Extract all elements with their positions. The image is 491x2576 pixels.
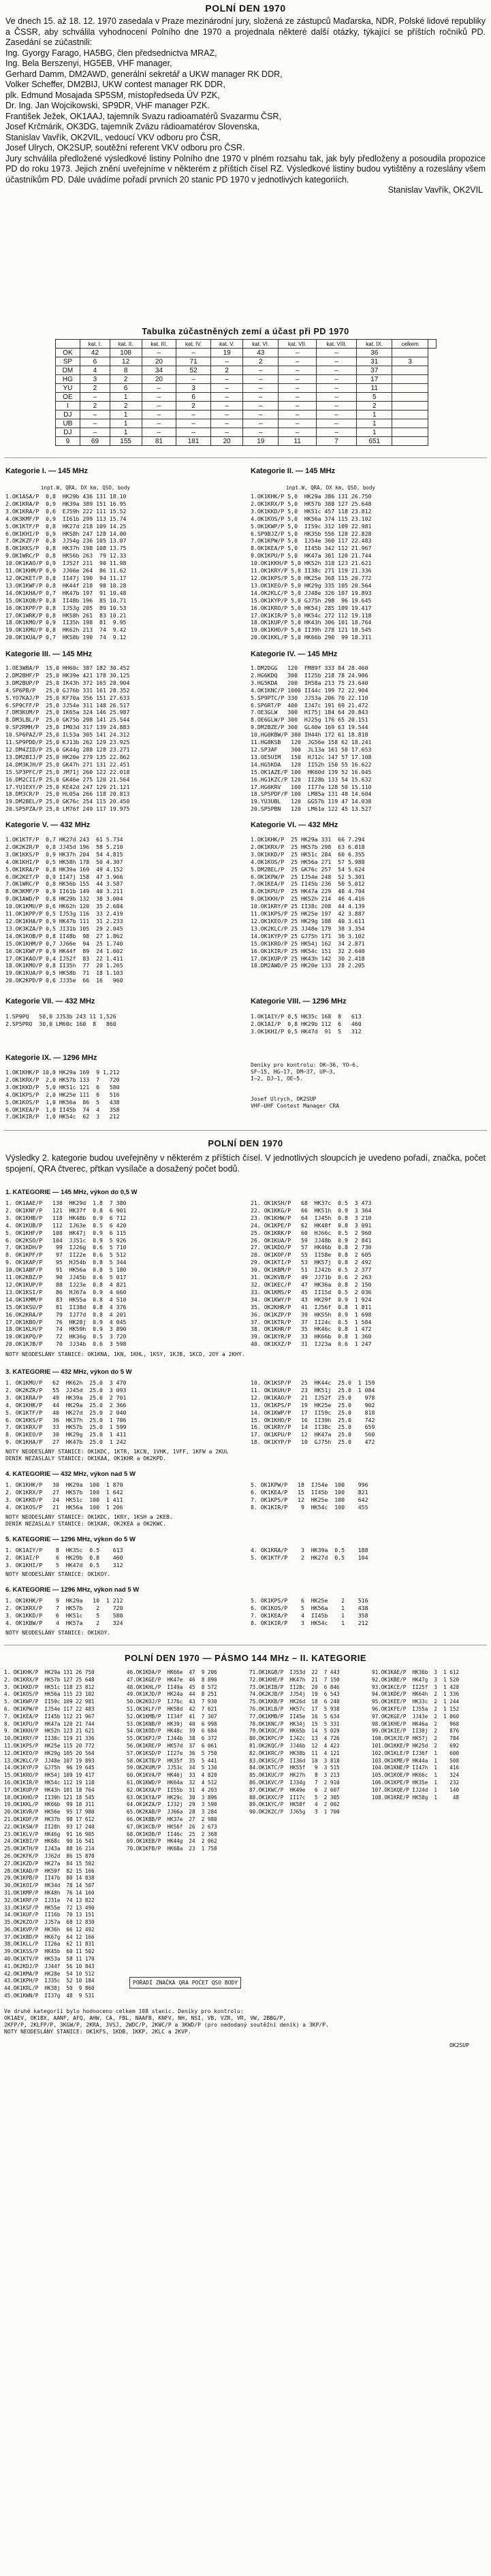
- table-cell: –: [211, 375, 243, 384]
- table-cell: –: [316, 410, 356, 419]
- table-column-header: [428, 340, 436, 349]
- table-cell: –: [211, 410, 243, 419]
- category-6-label: Kategorie VI. — 432 MHz: [251, 821, 338, 829]
- table-cell: 81: [142, 437, 176, 446]
- signature: Stanislav Vavřík, OK2VIL: [387, 185, 483, 195]
- table-cell: 20: [211, 437, 243, 446]
- table-cell: –: [243, 393, 279, 402]
- k6-note: NOTY NEODESLÁNY STANICE: OK1KOY.: [5, 1630, 111, 1636]
- table-cell: –: [316, 384, 356, 393]
- table-column-header: kat. III.: [142, 340, 176, 349]
- participants-list: [0, 48, 491, 154]
- category-8-results: 1.OK1AIY/P 0,5 HK35c 168 8 613 2.OK1AI/P 0,8 HK29b 112 6 460 3.OK1KHI/P 0,5 HK47d 91 5 312: [251, 1013, 362, 1035]
- table-cell: 20: [142, 375, 176, 384]
- table-column-header: kat. VI.: [243, 340, 279, 349]
- table-cell: 19: [243, 437, 279, 446]
- table-cell: [392, 349, 428, 357]
- table-cell: –: [211, 428, 243, 437]
- table-cell: –: [243, 410, 279, 419]
- table-cell: 8: [110, 366, 142, 375]
- table-cell: –: [243, 428, 279, 437]
- category-4-results: 1.DM2DGG 120 FM89f 333 84 28.460 2.HG6KDQ 300 II25b 218 78 24.906 3.HG5KDA 200 IH58a 213 75 23.640 4.OK1KNC/P 1000 II44c 199 72 22.904 5.SP9PTC/P 330 JJ53a 206 70 22.110 6.SP6RT/P 400 IJ47c 191 69 21.472 7.OE3GLW 300 HI75j 184 64 20.843 8.OE6GLW/P 300 HJ25g 176 65 20.151 9.DM2BZE/P 300 GL40e 169 63 19.544 10.HG0KBW/P 300 IH44h 172 61 18.818 11.HG8KSB 120 JG56e 158 62 18.241 12.SP3AF 300 JL13a 161 58 17.653 13.OE5UIM 150 HJ12c 147 57 17.108 14.HG5KDA 120 II52h 150 55 16.622 15.OK1AZE/P 100 HK60d 139 52 16.045 16.HG1KZC/P 120 II28b 133 54 15.632 17.HG6KRV 100 II77e 128 50 15.110 18.SP5PDF/P 100 LM85a 131 48 14.604 19.YU3UBL 120 GG57b 119 47 14.038 20.SP5PBN 120 LM61e 122 45 13.527: [251, 664, 372, 813]
- k5-results-right: 4. OK1KRA/P 3 HK39a 0.5 188 5. OK1KTF/P 2 HK27d 0.5 104: [251, 1547, 368, 1561]
- table-cell: 43: [243, 349, 279, 357]
- table-cell: –: [142, 393, 176, 402]
- participant-line: Josef Krčmárik, OK3DG, tajemník Zväzu rádioamatérov Slovenska,: [5, 122, 260, 131]
- category-8-label: Kategorie VIII. — 1296 MHz: [251, 997, 347, 1005]
- table-cell: 2: [80, 402, 110, 410]
- table-cell: –: [80, 419, 110, 428]
- table-column-header: kat. VII.: [279, 340, 317, 349]
- table-cell: 9: [55, 437, 80, 446]
- k6-results-left: 1. OK1KHK/P 9 HK29a 10 1 212 2. OK1KRX/P 7 HK57b 2 720 3. OK1KKD/P 6 HK51c 5 580 4. OK1KBW/P 4 HK57a 2 324: [5, 1597, 123, 1626]
- table-cell: [392, 419, 428, 428]
- table-cell: –: [142, 402, 176, 410]
- table-cell: 1: [357, 410, 392, 419]
- k3-title: 3. KATEGORIE — 432 MHz, výkon do 5 W: [5, 1368, 132, 1376]
- table-row: [55, 384, 436, 393]
- table-cell: 1: [110, 428, 142, 437]
- k4-results-right: 5. OK1KPW/P 18 IJ54e 100 996 6. OK1KEA/P 15 II45b 100 821 7. OK1KPS/P 12 HK25e 100 642 8. OK1KIR/P 9 HK54c 100 455: [251, 1481, 368, 1511]
- table-row: [55, 428, 436, 437]
- table-cell: –: [80, 410, 110, 419]
- table-cell: 37: [357, 366, 392, 375]
- table-cell: –: [279, 410, 317, 419]
- table-cell: –: [316, 402, 356, 410]
- table-cell: –: [211, 357, 243, 366]
- part3-column-4: 91.OK1KAE/P HK36b 3 1 612 92.OK1KBE/P HK47g 3 1 520 93.OK1KCE/P II25f 3 1 428 94.OK1KDE/P HK64h 2 1 336 95.OK1KEE/P HK33c 2 1 244 96.OK1KFE/P IJ55a 2 1 152 97.OK2KGE/P JJ43e 2 1 060 98.OK1KHE/P HK46a 2 968 99.OK1KIE/P II38j 2 876 100.OK1KJE/P HK57j 2 784 101.OK1KKE/P HK25d 2 692 102.OK1KLE/P IJ36f 1 600 103.OK1KME/P HK44a 1 508 104.OK1KNE/P II47h 1 416 105.OK1KOE/P HK66c 1 324 106.OK1KPE/P HK35e 1 232 107.OK1KQE/P IJ24d 1 140 108.OK1KRE/P HK58g 1 48: [372, 1669, 460, 1801]
- category-1-label: Kategorie I. — 145 MHz: [5, 467, 89, 475]
- table-cell: 3: [80, 375, 110, 384]
- table-cell: 11: [279, 437, 317, 446]
- closing-paragraph: Jury schválila předložené výsledkové listiny Polního dne 1970 v plném rozsahu tak, jak byly předloženy a posoudila propozice PD do roku 1973. Jejich znění uveřejníme v některém z příštích čísel RZ. Výsledkové listiny budou vytištěny a rozeslány všem účastníkům PD. Dále uvádíme pořadí prvních 20 stanic PD 1970 v jednotlivých kategoriích.: [5, 153, 486, 184]
- table-cell: 2: [357, 402, 392, 410]
- k1-results-right: 21. OK1KSH/P 68 HK37c 0.5 3 473 22. OK1KKG/P 66 HK51h 0.9 3 364 23. OK1KHW/P 64 IJ45h 0.8 3 210 24. OK1KPE/P 62 HK48f 0.8 3 091 25. OK1KRK/P 60 HJ66c 0.5 2 960 26. OK1KUA/P 59 JJ48b 0.9 2 841 27. OK1KDO/P 57 HK46b 0.8 2 730 28. OK1KOF/P 55 II58e 0.8 2 605 29. OK1KTI/P 53 HK57j 0.8 2 492 30. OK1KBM/P 51 IJ42b 0.5 2 377 31. OK2KVB/P 49 JJ71b 0.6 2 263 32. OK1KEC/P 47 HK36a 0.8 2 150 33. OK1KMS/P 45 II15d 0.5 2 036 34. OK1KWY/P 43 HK29f 0.9 1 924 35. OK2KHR/P 41 IJ56f 0.8 1 811 36. OK1KZP/P 39 HK55h 0.9 1 698 37. OK1KTR/P 37 II24c 0.5 1 584 38. OK1KHR/P 35 HK46c 0.8 1 472 39. OK1KYR/P 33 HK66b 0.8 1 360 40. OK1KXZ/P 31 IJ23a 0.6 1 247: [251, 1200, 372, 1348]
- table-cell: –: [80, 393, 110, 402]
- table-cell: 3: [176, 384, 211, 393]
- table-cell: –: [279, 375, 317, 384]
- table-cell: 6: [110, 384, 142, 393]
- table-cell: 36: [357, 349, 392, 357]
- participation-title: Tabulka zúčastněných zemí a účast při PD 1970: [142, 327, 349, 336]
- participant-line: Josef Ulrych, OK2SUP, soutěžní referent VKV odboru pro ČSR.: [5, 143, 245, 152]
- table-cell: 6: [176, 393, 211, 402]
- k5-note: NOTY NEODESLÁNY STANICE: OK1KOY.: [5, 1571, 111, 1577]
- k4-results-left: 1. OK1KHK/P 30 HK29a 100 1 870 2. OK1KRX/P 27 HK57b 100 1 642 3. OK1KKD/P 24 HK51c 100 1 411 4. OK1KOS/P 21 HK56a 100 1 206: [5, 1481, 123, 1511]
- column-header: inpt.W, QRA, DX km, QSO, body: [286, 485, 375, 491]
- participant-line: Volker Scheffer, DM2BIJ, UKW contest manager RK DDR,: [5, 80, 225, 89]
- table-row: [55, 357, 436, 366]
- part2-title: POLNÍ DEN 1970: [208, 1138, 283, 1148]
- table-cell: [392, 384, 428, 393]
- participant-line: Gerhard Damm, DM2AWD, generální sekretář a UKW manager RK DDR,: [5, 69, 283, 79]
- category-5-label: Kategorie V. — 432 MHz: [5, 821, 91, 829]
- table-cell: –: [243, 384, 279, 393]
- table-cell: 108: [110, 349, 142, 357]
- table-cell: 69: [80, 437, 110, 446]
- table-cell: 5: [357, 393, 392, 402]
- category-9-label: Kategorie IX. — 1296 MHz: [5, 1054, 97, 1062]
- table-cell: –: [243, 366, 279, 375]
- table-cell: –: [279, 428, 317, 437]
- table-cell: –: [279, 357, 317, 366]
- category-3-label: Kategorie III. — 145 MHz: [5, 650, 93, 658]
- k3-note: NOTY NEODESLÁNY STANICE: OK1KDC, 1KTR, 1KCN, 1VHK, 1VFF, 1KFW a 2KUL DENÍK NEZASLALY STANICE: OK1KAA, OK1KHR a OK2KPD.: [5, 1449, 229, 1462]
- category-5-results: 1.OK1KTF/P 0,7 HK27d 243 61 5.734 2.OK2KZR/P 0,8 JJ45d 196 58 5.210 3.OK1KKS/P 0,9 HK37h 204 54 4.815 4.OK1KHI/P 0,5 HK58h 178 50 4.307 5.OK1KRA/P 0,8 HK39a 169 49 4.152 6.OK2KET/P 0,9 II47j 158 47 3.966 7.OK1WRC/P 0,8 HK56b 155 44 3.587 8.OK3KMF/P 0,9 II61b 149 40 3.211 9.OK1AWD/P 0,8 HK29b 132 38 3.004 10.OK1KMU/P 0,6 HK62h 120 35 2.684 11.OK1KPP/P 0,5 IJ53g 116 33 2.419 12.OK1KHA/P 0,9 HK47b 111 31 2.233 13.OK3KZA/P 0,5 JI31b 105 29 2.045 14.OK1KOB/P 0,8 II48b 98 27 1.862 15.OK1KHM/P 0,7 JJ66e 94 25 1.740 16.OK1KWF/P 0,9 HK44f 89 24 1.602 17.OK1KAO/P 0,4 IJ52f 83 22 1.411 18.OK1KMO/P 0,8 II35h 77 20 1.265 19.OK1KUA/P 0,5 HK58b 71 18 1.103 20.OK2KPD/P 0,6 JJ35e 66 16 960: [5, 836, 123, 984]
- table-cell: 42: [80, 349, 110, 357]
- participation-section: [0, 327, 491, 446]
- k6-title: 6. KATEGORIE — 1296 MHz, výkon nad 5 W: [5, 1586, 140, 1594]
- intro-paragraph: Ve dnech 15. až 18. 12. 1970 zasedala v Praze mezinárodní jury, složená ze zástupců Maďarska, NDR, Polské lidové republiky a ČSSR, aby schválila vyhodnocení Polního dne 1970 a projednala některé další otázky, týkající se příštích ročníků PD. Zasedání se zúčastnili:: [5, 16, 486, 47]
- table-cell: –: [243, 402, 279, 410]
- participant-line: plk. Edmund Mosajada SP5SM, místopředseda ÚV PZK,: [5, 90, 220, 100]
- table-cell: DM: [55, 366, 80, 375]
- participant-line: František Ježek, OK1AAJ, tajemník Svazu radioamatérů Svazarmu ČSR,: [5, 111, 282, 121]
- table-column-header: kat. V.: [211, 340, 243, 349]
- divider: [4, 1130, 487, 1131]
- table-cell: –: [316, 393, 356, 402]
- part3-column-1: 1. OK1KHK/P HK29a 131 26 750 2. OK1KRX/P HK57b 127 25 648 3. OK1KKD/P HK51c 118 23 812 4. OK1KOS/P HK56a 115 23 102 5. OK1KWP/P II59c 109 22 981 6. OK1KPW/P IJ54e 117 22 483 7. OK1KEA/P II45b 112 21 967 8. OK1KPU/P HK47a 120 21 744 9. OK1KKH/P HK52h 123 21 621 10.OK1KRY/P II38c 119 21 336 11.OK1KPS/P HK25e 115 20 772 12.OK1KEO/P HK29g 105 20 564 13.OK2KLC/P JJ48e 107 19 893 14.OK1KYP/P GJ75h 96 19 645 15.OK1KRO/P HK54j 109 19 417 16.OK1KIR/P HK54c 112 19 118 17.OK1KUP/P HK43h 101 18 764 18.OK1KHO/P II39h 121 18 545 19.OK1KKL/P HK66b 99 18 311 20.OK1KVR/P HK56e 95 17 980 21.OK1KDF/P HK37b 98 17 612 22.OK1KSW/P II28h 93 17 240 23.OK1KLV/P HK46g 91 16 905 24.OK1KBI/P HK68c 90 16 541 25.OK1KTH/P IJ43a 88 16 214 26.OK2KFK/P JJ62d 86 15 870 27.OK1KZD/P HK27a 84 15 502 28.OK1KAD/P HK59f 82 15 166 29.OK1KPB/P II47b 80 14 838 30.OK1KOI/P HK34d 78 14 507 31.OK1KMP/P HK48h 76 14 160 32.OK1KRF/P IJ31e 74 13 822 33.OK1KSF/P HK55e 72 13 490 34.OK1KUF/P II16b 70 13 151 35.OK2KZO/P JJ57a 68 12 830 36.OK1KVP/P HK36h 66 12 492 37.OK1KBD/P HK67g 64 12 166 38.OK1KLL/P II26a 62 11 831 39.OK1KSS/P HK45b 60 11 502 40.OK1KTV/P HK53a 58 11 170 41.OK2KDJ/P JJ44f 56 10 843 42.OK1KMA/P HK28e 54 10 512 43.OK1KPH/P IJ35c 52 10 184 44.OK1KRL/P HK38j 50 9 860 45.OK1KWN/P II37g 48 9 531: [4, 1669, 95, 1999]
- table-cell: [392, 410, 428, 419]
- table-cell: HG: [55, 375, 80, 384]
- table-cell: –: [316, 428, 356, 437]
- part3-footer: Ve druhé kategorii bylo hodnoceno celkem 108 stanic. Deníky pro kontrolu: OK1AEV, OK1BX, AANF, AFQ, AHW, CA, FBL, NAAFB, KNFV, NH, NSI, VB, VZR, VR, VW, 2BBG/P, 2KFP/P, 2KLFP/P, 3KGW/P, 2KRA, 3VSJ, 2WDC/P, 2KWC/P a 3KWD/P (pro nedodaný soutěžní deník) a 3KP/P. NOTY NEODESLÁNY STANICE: OK1KFS, 1KDB, 1KKP, 2KLC a 2KVP.: [4, 2008, 329, 2035]
- k1-results-left: 1. OK1AAE/P 138 HK29d 1.8 7 380 2. OK1KNF/P 121 HK37f 0.8 6 901 3. OK1KHB/P 118 HK48b 0.9 6 712 4. OK1KUB/P 112 IJ63e 0.5 6 420 5. OK1KHF/P 108 HK47j 0.9 6 115 6. OK2KSO/P 104 JJ51c 0.9 5 926 7. OK1KDH/P 99 IJ26g 0.6 5 710 8. OK1KPF/P 97 II22e 0.6 5 512 9. OK1KAP/P 95 HJ54b 0.8 5 344 10.OK1ABF/P 91 HK56a 0.8 5 180 11.OK2KBZ/P 90 JJ45b 0.6 5 017 12.OK1KUP/P 88 IJ23e 0.8 4 821 13.OK1KSI/P 86 HJ67a 0.9 4 660 14.OK1KMM/P 83 HK55a 0.8 4 510 15.OK1KSU/P 81 II38d 0.8 4 376 16.OK2KRA/P 79 IJ77d 0.8 4 201 17.OK1KBO/P 76 HK28j 0.9 4 045 18.OK1KLH/P 74 HK59h 0.9 3 890 19.OK1KPQ/P 72 HK36g 0.5 3 720 20.OK1KJB/P 70 JJ34b 0.6 3 598: [5, 1200, 127, 1348]
- part3-title: POLNÍ DEN 1970 — PÁSMO 144 MHz – II. KATEGORIE: [124, 1653, 367, 1663]
- table-cell: –: [279, 393, 317, 402]
- table-cell: 1: [110, 419, 142, 428]
- table-cell: 6: [80, 357, 110, 366]
- table-cell: 2: [176, 402, 211, 410]
- table-cell: –: [176, 375, 211, 384]
- category-2-results: 1.OK1KHK/P 5,0 HK29a 386 131 26.750 2.OK1KRX/P 5,0 HK57b 388 127 25.648 3.OK1KKD/P 5,0 HK51c 457 118 23.812 4.OK1KOS/P 5,0 HK56a 374 115 23.102 5.OK1KWP/P 5,0 II59c 312 109 22.981 6.SP9BJZ/P 5,0 HK35b 556 128 22.828 7.OK1KPW/P 5,0 IJ54e 360 117 22.483 8.OK1KEA/P 5,0 II45b 342 112 21.967 9.OK1KPU/P 5,0 HK47a 301 120 21.744 10.OK1KKH/P 5,0 HK52h 318 123 21.621 11.OK1KRY/P 5,0 II38c 271 119 21.336 12.OK1KPS/P 5,0 HK25e 368 115 20.772 13.OK1KEO/P 5,0 HK29g 335 105 20.564 14.OK2KLC/P 5,0 JJ48e 326 107 19.893 15.OK1KYP/P 5,0 GJ75h 298 96 19.645 16.OK1KRO/P 5,0 HK54j 285 109 19.417 17.OK1KIR/P 5,0 HK54c 272 112 19.118 18.OK1KUP/P 5,0 HK43h 306 101 18.764 19.OK1KHO/P 5,0 II39h 278 121 18.545 20.OK1KKL/P 5,0 HK66b 290 99 18.311: [251, 493, 372, 641]
- table-cell: –: [142, 384, 176, 393]
- table-cell: 11: [357, 384, 392, 393]
- table-cell: –: [279, 366, 317, 375]
- table-cell: 1: [357, 419, 392, 428]
- table-column-header: kat. VIII.: [316, 340, 356, 349]
- table-cell: UB: [55, 419, 80, 428]
- table-cell: 651: [357, 437, 392, 446]
- table-cell: 12: [110, 357, 142, 366]
- table-cell: 4: [80, 366, 110, 375]
- table-cell: [392, 393, 428, 402]
- table-cell: 52: [176, 366, 211, 375]
- table-cell: –: [176, 419, 211, 428]
- table-cell: YU: [55, 384, 80, 393]
- category-9-results: 1.OK1KHK/P 10,0 HK29a 169 9 1,212 2.OK1KRX/P 2,0 HK57b 133 7 720 3.OK1KKD/P 5,0 HK51c 121 6 580 4.OK1KPS/P 2,0 HK25e 111 6 516 5.OK1KOS/P 1,0 HK56a 86 5 438 6.OK1KEA/P 1,0 II45b 74 4 358 7.OK1KIR/P 1,0 HK54c 62 3 212: [5, 1069, 120, 1121]
- table-cell: [392, 402, 428, 410]
- table-column-header: kat. IX.: [357, 340, 392, 349]
- table-row: [55, 366, 436, 375]
- table-cell: DJ: [55, 410, 80, 419]
- table-cell: –: [279, 384, 317, 393]
- table-cell: 31: [357, 357, 392, 366]
- table-cell: –: [142, 419, 176, 428]
- table-cell: DJ: [55, 428, 80, 437]
- column-header: inpt.W, QRA, DX km, QSO, body: [41, 485, 130, 491]
- table-cell: 1: [110, 393, 142, 402]
- table-cell: –: [243, 375, 279, 384]
- part2-intro: Výsledky 2. kategorie budou uveřejněny v některém z příštích čísel. V jednotlivých sloupcích je uvedeno pořadí, značka, počet spojení, QRA čtverec, přtkan vysílače a dosažený počet bodů.: [5, 1153, 486, 1174]
- table-row: [55, 349, 436, 357]
- table-cell: OE: [55, 393, 80, 402]
- part3-column-2: 46.OK1KDA/P HK66e 47 9 206 47.OK1KGE/P HK47e 46 8 890 48.OK1KHL/P II49a 45 8 572 49.OK1KJD/P HK24a 44 8 251 50.OK2KOJ/P IJ76c 43 7 930 51.OK1KLF/P HK58d 42 7 621 52.OK1KMB/P II34f 41 7 307 53.OK1KNB/P HK39j 40 6 998 54.OK1KOD/P HK48c 39 6 684 55.OK1KPJ/P IJ44b 38 6 372 56.OK1KRE/P HK57d 37 6 061 57.OK1KSD/P II27e 36 5 750 58.OK1KTB/P HK35f 35 5 441 59.OK2KUM/P JJ53c 34 5 130 60.OK1KVA/P HK46j 33 4 820 61.OK1KWD/P HK64a 32 4 512 62.OK1KXA/P II55b 31 4 203 63.OK1KYA/P HK29c 30 3 896 64.OK1KZA/P IJ32j 29 3 590 65.OK2KAB/P JJ66a 28 3 284 66.OK1KBB/P HK37e 27 2 980 67.OK1KCB/P HK56f 26 2 673 68.OK1KDB/P II46c 25 2 368 69.OK1KEB/P HK44g 24 2 062 70.OK1KFB/P HK68a 23 1 758: [127, 1669, 217, 1852]
- table-cell: –: [176, 428, 211, 437]
- table-cell: 19: [211, 349, 243, 357]
- category-4-label: Kategorie IV. — 145 MHz: [251, 650, 338, 658]
- table-cell: 155: [110, 437, 142, 446]
- intro-section: [0, 3, 491, 195]
- table-cell: [392, 375, 428, 384]
- table-cell: 181: [176, 437, 211, 446]
- table-cell: –: [176, 410, 211, 419]
- participant-line: Dr. Ing. Jan Wojcikowski, SP9DR, VHF manager PZK.: [5, 101, 210, 110]
- table-row: [55, 375, 436, 384]
- table-cell: –: [316, 366, 356, 375]
- table-cell: 20: [142, 357, 176, 366]
- part3-column-3: 71.OK1KGB/P IJ53d 22 7 443 72.OK1KHE/P HK47h 21 7 150 73.OK1KIB/P II28c 20 6 846 74.OK2KJB/P JJ54j 19 6 543 75.OK1KKB/P HK26d 18 6 240 76.OK1KLB/P HK57c 17 5 938 77.OK1KMB/P II45e 16 5 634 78.OK1KNC/P HK34j 15 5 331 79.OK1KOC/P HK65b 14 5 029 80.OK1KPC/P IJ42c 13 4 726 81.OK2KQC/P JJ46b 12 4 423 82.OK1KRC/P HK38b 11 4 121 83.OK1KSC/P II36d 10 3 818 84.OK1KTC/P HK55f 9 3 515 85.OK1KUC/P HK27h 8 3 213 86.OK1KVC/P IJ34g 7 2 910 87.OK1KWC/P HK49e 6 2 607 88.OK1KXC/P II17c 5 2 305 89.OK1KYC/P HK58f 4 2 002 90.OK2KZC/P JJ65g 3 1 700: [249, 1669, 340, 1816]
- table-cell: –: [316, 419, 356, 428]
- table-cell: –: [279, 349, 317, 357]
- table-cell: –: [316, 375, 356, 384]
- category-7-results: 1.SP9PQ 50,0 JJ53b 243 11 1,526 2.SP5PRO 30,0 LM60c 160 8 860: [5, 1013, 116, 1027]
- table-cell: [392, 428, 428, 437]
- table-cell: –: [279, 419, 317, 428]
- part3-signature: OK2SUP: [449, 2042, 469, 2048]
- part3-legend: POŘADÍ ZNAČKA QRA POČET QSO BODY: [129, 1977, 241, 1989]
- table-cell: –: [211, 402, 243, 410]
- table-cell: –: [279, 402, 317, 410]
- participant-line: Ing. Bela Berszenyi, HG5EB, VHF manager,: [5, 59, 172, 68]
- table-cell: 1: [357, 428, 392, 437]
- table-cell: –: [211, 384, 243, 393]
- category-6-results: 1.OK1KHK/P 25 HK29a 331 66 7.294 2.OK1KRX/P 25 HK57b 298 63 6.818 3.OK1KKD/P 25 HK51c 284 60 6.355 4.OK1KOS/P 25 HK56a 271 57 5.988 5.DM2BEL/P 25 GK76c 257 54 5.624 6.OK1KPW/P 25 IJ54e 248 52 5.301 7.OK1KEA/P 25 II45b 236 50 5.012 8.OK1KPU/P 25 HK47a 229 48 4.704 9.OK1KKH/P 25 HK52h 214 46 4.416 10.OK1KRY/P 25 II38c 208 44 4.139 11.OK1KPS/P 25 HK25e 197 42 3.887 12.OK1KEO/P 25 HK29g 188 40 3.611 13.OK2KLC/P 25 JJ48e 179 38 3.354 14.OK1KYP/P 25 GJ75h 171 36 3.102 15.OK1KRO/P 25 HK54j 162 34 2.871 16.OK1KIR/P 25 HK54c 151 32 2.640 17.OK1KUP/P 25 HK43h 142 30 2.418 18.DM2AWD/P 25 HK20e 133 28 2.205: [251, 836, 365, 969]
- table-cell: 7: [316, 437, 356, 446]
- category-2-label: Kategorie II. — 145 MHz: [251, 467, 336, 475]
- k1-note: NOTY NEODESLÁNY STANICE: OK1KNA, 1KN, 1KHL, 1KSY, 1KJB, 1KCD, 2OY a 2KHY.: [5, 1351, 245, 1357]
- table-row: [55, 410, 436, 419]
- category-3-results: 1.OE3WBA/P 15,0 HH60c 387 182 30.452 2.DM2BHF/P 25,0 HK39e 421 178 30.125 3.DM2BUP/P 25,0 IK43h 372 165 28.904 4.SP6PB/P 25,0 GJ76b 331 161 28.352 5.YO7KAJ/P 25,0 KF70a 356 151 27.633 6.SP9CFF/P 25,0 JJ54e 311 148 26.517 7.DM3KUM/P 25,0 IK65a 324 146 25.987 8.DM3LBL/P 25,0 GK75b 298 141 25.544 9.SP2RMH/P 25,0 IM03d 317 139 24.883 10.SP6PAZ/P 25,0 IL53a 305 141 24.312 11.SP9PDD/P 25,0 KJ13b 262 129 23.925 12.DM4ZID/P 25,0 GK44g 288 128 23.271 13.DM2BIJ/P 25,0 HK20e 279 135 22.862 14.DM3KJH/P 25,0 GK47h 271 131 22.451 15.SP3PFC/P 25,0 JM71j 260 122 22.018 16.DM2CII/P 25,0 GK46e 275 120 21.564 17.YU1EXY/P 25,0 KE42d 247 129 21.121 18.DM3CR/P 25,0 HL05a 266 118 20.813 19.DM2BEL/P 25,0 GK76c 254 115 20.450 20.SP5PZA/P 25,0 LM76f 249 117 19.975: [5, 664, 130, 813]
- table-column-header: kat. II.: [110, 340, 142, 349]
- table-cell: OK: [55, 349, 80, 357]
- divider: [4, 457, 487, 458]
- k5-title: 5. KATEGORIE — 1296 MHz, výkon do 5 W: [5, 1536, 136, 1543]
- k4-title: 4. KATEGORIE — 432 MHz, výkon nad 5 W: [5, 1470, 136, 1478]
- table-cell: –: [142, 428, 176, 437]
- participant-line: Stanislav Vavřík, OK2VIL, vedoucí VKV odboru pro ČSR,: [5, 132, 221, 142]
- table-column-header: kat. I.: [80, 340, 110, 349]
- table-cell: 2: [80, 384, 110, 393]
- category-7-label: Kategorie VII. — 432 MHz: [5, 997, 95, 1005]
- category-1-results: 1.OK1ASA/P 0,8 HK29b 436 131 18.10 2.OK1KRA/P 0,9 HK39a 389 151 16.95 3.OK1KRA/P 0,6 EJ59h 222 111 15.52 4.OK3KMF/P 0,9 II61b 299 113 15.74 5.OK1KTF/P 0,8 HK27d 218 109 14.25 6.OK1KHI/P 0,9 HK58h 247 128 14.00 7.OK2KZF/P 0,8 JJ54g 236 105 13.07 8.OK1KKS/P 0,8 HK37h 198 108 13.75 9.OK1WRC/P 0,8 HK56b 263 79 12.33 10.OK1KAO/P 0,9 IJ52f 211 90 11.98 11.OK1KHM/P 0,9 JJ66e 264 86 11.62 12.OK2KET/P 0,8 II47j 190 94 11.17 13.OK1KWF/P 0,8 HK44f 218 98 10.28 14.OK1KHA/P 0,7 HK47b 197 91 10.48 15.OK1KOB/P 0,8 II48b 196 85 10.71 16.OK1KPP/P 0,8 IJ53g 205 89 10.53 17.OK1WRK/P 0,8 HK58h 261 83 10.21 18.OK1KMO/P 0,9 II35h 198 81 9.95 19.OK1KMU/P 0,8 HK62h 213 74 9.42 20.OK1KUA/P 0,7 HK58b 190 74 9.12: [5, 493, 127, 641]
- k5-results-left: 1. OK1AIY/P 8 HK35c 0.5 613 2. OK1AI/P 6 HK29b 0.8 460 3. OK1KHI/P 5 HK47d 0.5 312: [5, 1547, 123, 1568]
- k3-results-right: 10. OK1KSP/P 25 HK44c 25.0 1 159 11. OK1KUH/P 23 HK51j 25.0 1 084 12. OK1KAO/P 21 IJ52f 25.0 978 13. OK1KPS/P 19 HK25e 25.0 902 14. OK1KWP/P 17 II59c 25.0 818 15. OK1KHO/P 16 II39h 25.0 742 16. OK1KRY/P 14 II38c 25.0 659 17. OK1KPU/P 12 HK47a 25.0 560 18. OK1KYP/P 10 GJ75h 25.0 472: [251, 1379, 375, 1446]
- table-cell: –: [176, 349, 211, 357]
- table-cell: I: [55, 402, 80, 410]
- table-cell: 2: [110, 375, 142, 384]
- control-logs-note: Deníky pro kontrolu: OK–36, YO–6, SF–15, HG–17, DM–37, UP–3, I–2, DJ–1, OE–5.: [251, 1062, 359, 1082]
- signer-note: Josef Ulrych, OK2SUP VHF–UHF Contest Manager CRA: [251, 1096, 340, 1109]
- table-cell: 71: [176, 357, 211, 366]
- participation-table: [55, 339, 437, 446]
- table-cell: 2: [110, 402, 142, 410]
- table-row: [55, 402, 436, 410]
- table-cell: 2: [243, 357, 279, 366]
- table-cell: –: [243, 419, 279, 428]
- table-cell: –: [142, 349, 176, 357]
- table-cell: 1: [110, 410, 142, 419]
- table-cell: –: [316, 349, 356, 357]
- table-row: [55, 393, 436, 402]
- table-column-header: celkem: [392, 340, 428, 349]
- page-title: POLNÍ DEN 1970: [205, 3, 286, 14]
- k3-results-left: 1. OK1KMU/P 62 HK62h 25.0 3 470 2. OK2KZR/P 55 JJ45d 25.0 3 093 3. OK1KRA/P 49 HK39a 25.0 2 701 4. OK1KHK/P 44 HK29a 25.0 2 366 5. OK1KTF/P 40 HK27d 25.0 2 040 6. OK1KKS/P 36 HK37h 25.0 1 786 7. OK1KRX/P 33 HK57b 25.0 1 599 8. OK1KEO/P 30 HK29g 25.0 1 411 9. OK1KHA/P 27 HK47b 25.0 1 242: [5, 1379, 127, 1446]
- participant-line: Ing. Gyorgy Farago, HA5BG, člen předsednictva MRAZ,: [5, 48, 217, 58]
- table-cell: –: [316, 357, 356, 366]
- table-cell: 34: [142, 366, 176, 375]
- table-cell: 17: [357, 375, 392, 384]
- k4-note: NOTY NEODESLÁNY STANICE: OK1KDC, 1KRY, 1KSH a 2KEB. DENÍK NEZASLALY STANICE: OK1KAR, OK2KEA a OK2KWC.: [5, 1514, 173, 1527]
- table-cell: [392, 366, 428, 375]
- table-cell: [392, 437, 428, 446]
- table-cell: –: [211, 419, 243, 428]
- k6-results-right: 5. OK1KPS/P 6 HK25e 2 516 6. OK1KOS/P 5 HK56a 1 438 7. OK1KEA/P 4 II45b 1 358 8. OK1KIR/P 3 HK54c 1 212: [251, 1597, 368, 1626]
- table-cell: SP: [55, 357, 80, 366]
- table-row: [55, 437, 436, 446]
- table-row: [55, 419, 436, 428]
- table-cell: 2: [211, 366, 243, 375]
- table-cell: –: [211, 393, 243, 402]
- table-cell: 3: [392, 357, 428, 366]
- table-cell: –: [142, 410, 176, 419]
- table-cell: –: [80, 428, 110, 437]
- k1-title: 1. KATEGORIE — 145 MHz, výkon do 0,5 W: [5, 1189, 138, 1196]
- table-column-header: kat. IV.: [176, 340, 211, 349]
